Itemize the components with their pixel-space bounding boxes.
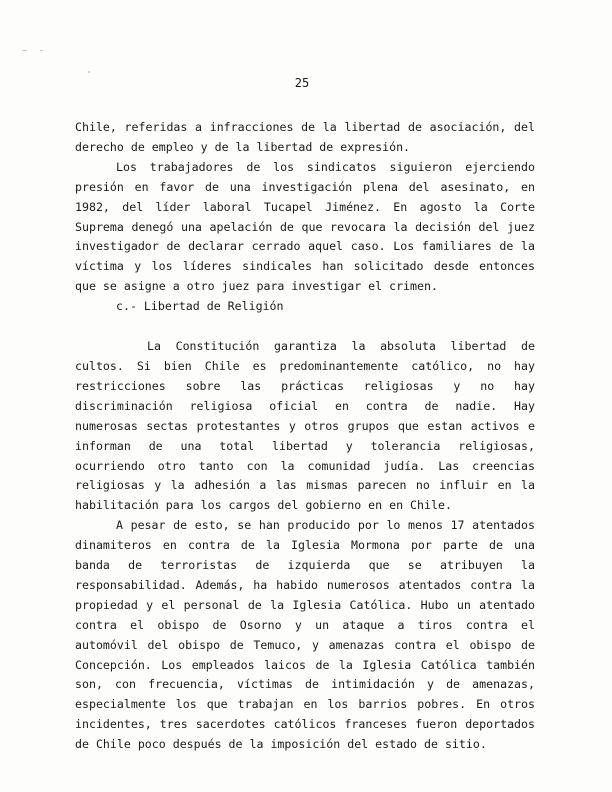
scan-speck bbox=[22, 50, 27, 51]
paragraph-constitucion: La Constitución garantiza la absoluta libertad de cultos. Si bien Chile es predominantemente católico, no hay restricciones sobre las prácticas religiosas y no hay discriminación religiosa oficial en contra de nadie. Hay numerosas sectas protestantes y otros grupos que estan activos e informan de una total libertad y tolerancia religiosas, ocurriendo otro tanto con la comunidad judía. Las creencias religiosas y la adhesión a las mismas parecen no influir en la habilitación para los cargos del gobierno en en Chile. bbox=[75, 339, 535, 513]
scan-speck bbox=[40, 50, 43, 51]
section-heading-religion: c.- Libertad de Religión bbox=[116, 299, 284, 314]
page-number: 25 bbox=[294, 76, 310, 90]
paragraph-spacer bbox=[75, 317, 535, 337]
paragraph-asociacion: Chile, referidas a infracciones de la libertad de asociación, del derecho de empleo y de la libertad de expresión. bbox=[75, 120, 535, 154]
paragraph-atentados: A pesar de esto, se han producido por lo menos 17 atentados dinamiteros en contra de la Iglesia Mormona por parte de una banda de terroristas de izquierda que se atribuyen la responsabilidad. Además, ha habido numerosos atentados contra la propiedad y el personal de la Iglesia Católica. Hubo un atentado contra el obispo de Osorno y un ataque a tiros contra el automóvil del obispo de Temuco, y amenazas contra el obispo de Concepción. Los empleados laicos de la Iglesia Católica también son, con frecuencia, víctimas de intimidación y de amenazas, especialmente los que trabajan en los barrios pobres. En otros incidentes, tres sacerdotes católicos franceses fueron deportados de Chile poco después de la imposición del estado de sitio. bbox=[75, 518, 535, 752]
document-body bbox=[75, 118, 535, 755]
paragraph-sindicatos: Los trabajadores de los sindicatos siguieron ejerciendo presión en favor de una investigación plena del asesinato, en 1982, del líder laboral Tucapel Jiménez. En agosto la Corte Suprema denegó una apelación de que revocara la decisión del juez investigador de declarar cerrado aquel caso. Los familiares de la víctima y los líderes sindicales han solicitado desde entonces que se asigne a otro juez para investigar el crimen. bbox=[75, 159, 535, 294]
scan-speck bbox=[88, 71, 90, 73]
